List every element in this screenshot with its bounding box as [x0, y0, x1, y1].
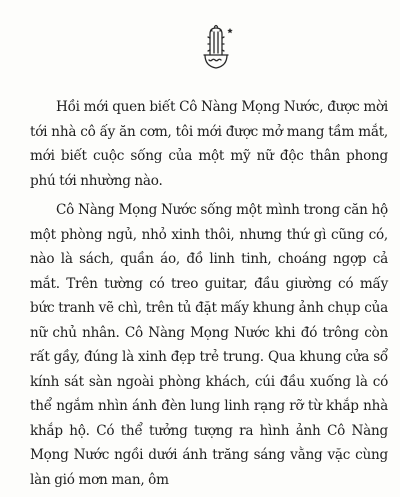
paragraph-2: Cô Nàng Mọng Nước sống một mình trong căn hộ một phòng ngủ, nhỏ xinh thôi, nhưng thứ gì cũng có, nào là sách, quần áo, đồ linh tinh, choáng ngợp cả mắt. Trên tường có treo guitar, đầu giường có mấy bức tranh vẽ chì, trên tủ đặt mấy khung ảnh chụp của nữ chủ nhân. Cô Nàng Mọng Nước khi đó trông còn rất gầy, đúng là xinh đẹp trẻ trung. Qua khung cửa sổ kính sát sàn ngoài phòng khách, cúi đầu xuống là có thể ngắm nhìn ánh đèn lung linh rạng rỡ từ khắp nhà khắp hộ. Có thể tưởng tượng ra hình ảnh Cô Nàng Mọng Nước ngồi dưới ánh trăng sáng vằng vặc cùng làn gió mơn man, ôm	[30, 202, 388, 488]
cactus-pot-icon	[196, 22, 236, 72]
body-text	[30, 95, 388, 497]
paragraph-1: Hồi mới quen biết Cô Nàng Mọng Nước, được mời tới nhà cô ấy ăn cơm, tôi mới được mở mang tầm mắt, mới biết cuộc sống của một mỹ nữ độc thân phong phú tới nhường nào.	[30, 99, 388, 189]
